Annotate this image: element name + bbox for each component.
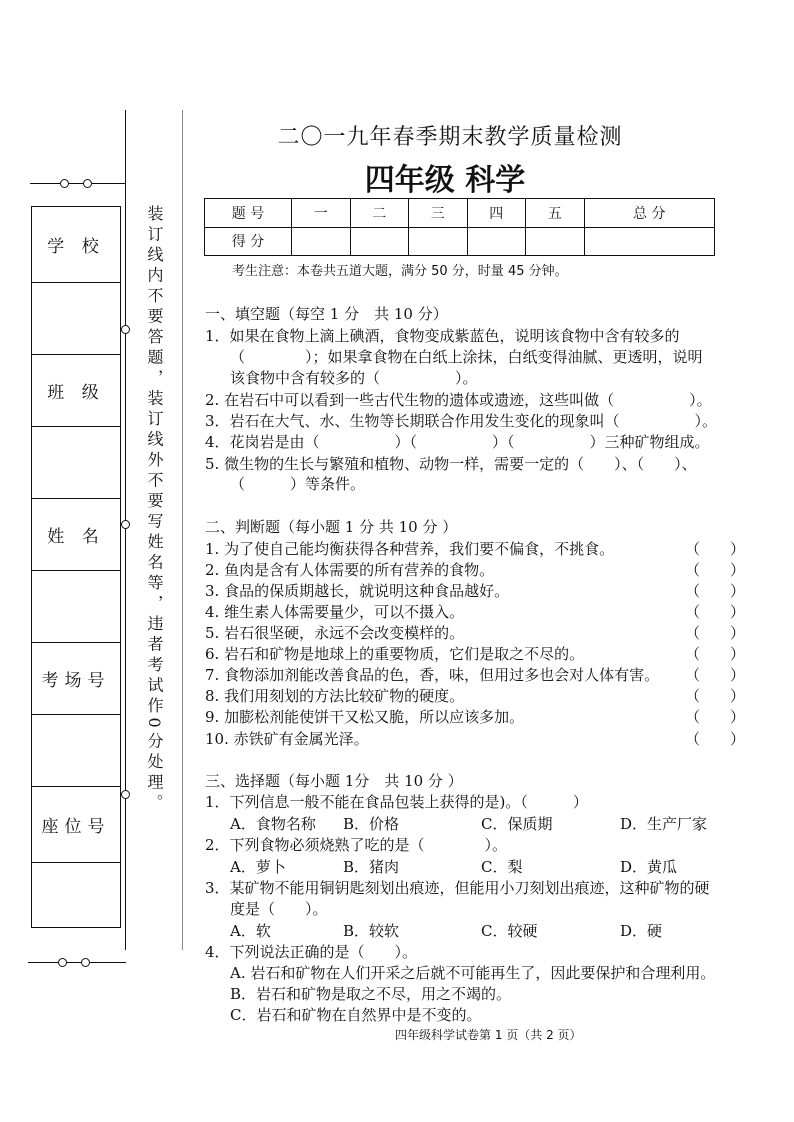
class-label: 班 级 xyxy=(32,355,120,427)
binding-top-line-right xyxy=(92,183,126,184)
choice-option[interactable]: C．较硬 xyxy=(481,922,538,940)
score-table-score-row xyxy=(205,227,715,256)
judge-answer-paren[interactable]: （ ） xyxy=(685,624,746,642)
exam-room-field[interactable] xyxy=(32,715,120,787)
judge-answer-paren[interactable]: （ ） xyxy=(685,582,746,600)
seat-number-field[interactable] xyxy=(32,863,120,926)
fill-line: （ ）等条件。 xyxy=(230,475,366,493)
binding-bottom-circle-1 xyxy=(58,958,67,967)
choice-option[interactable]: D．硬 xyxy=(620,922,663,940)
choice-option[interactable]: B．岩石和矿物是取之不尽，用之不竭的。 xyxy=(230,985,512,1003)
binding-circle-b xyxy=(121,520,130,529)
choice-stem: 1．下列信息一般不能在食品包装上获得的是)。（ ） xyxy=(205,793,588,811)
seat-number-label: 座位号 xyxy=(32,787,120,863)
choice-option[interactable]: B．猪肉 xyxy=(343,858,400,876)
choice-option[interactable]: A．食物名称 xyxy=(230,815,316,833)
choice-stem: 3．某矿物不能用铜钥匙刻划出痕迹，但能用小刀刻划出痕迹，这种矿物的硬 xyxy=(205,879,710,897)
binding-top-circle-2 xyxy=(83,179,92,188)
judge-answer-paren[interactable]: （ ） xyxy=(685,708,746,726)
judge-item: 5. 岩石很坚硬，永远不会改变模样的。 xyxy=(205,624,465,642)
fill-line: 4．花岗岩是由（ ）（ ）（ ）三种矿物组成。 xyxy=(205,433,710,451)
choice-option[interactable]: A．萝卜 xyxy=(230,858,286,876)
section2-title: 二、判断题（每小题 1 分 共 10 分 ） xyxy=(205,518,458,536)
choice-option[interactable]: B．较软 xyxy=(343,922,400,940)
score-table-cell: 总 分 xyxy=(584,199,715,228)
score-table-cell: 三 xyxy=(409,199,468,228)
score-input-cell[interactable] xyxy=(350,227,409,256)
choice-option[interactable]: B．价格 xyxy=(343,815,400,833)
judge-item: 9. 加膨松剂能使饼干又松又脆，所以应该多加。 xyxy=(205,708,525,726)
judge-answer-paren[interactable]: （ ） xyxy=(685,730,746,748)
choice-stem: 2．下列食物必须烧熟了吃的是（ ）。 xyxy=(205,836,508,854)
class-field[interactable] xyxy=(32,427,120,499)
choice-option[interactable]: D．生产厂家 xyxy=(620,815,708,833)
choice-stem: 4．下列说法正确的是（ ）。 xyxy=(205,943,418,961)
exam-room-label: 考场号 xyxy=(32,643,120,715)
score-input-cell[interactable] xyxy=(292,227,351,256)
score-table-cell: 得 分 xyxy=(205,227,292,256)
name-field[interactable] xyxy=(32,571,120,643)
binding-bottom-line-mid xyxy=(67,962,81,963)
school-field[interactable] xyxy=(32,283,120,355)
score-table-cell: 一 xyxy=(292,199,351,228)
fill-line: 1．如果在食物上滴上碘酒，食物变成紫蓝色，说明该食物中含有较多的 xyxy=(205,327,680,345)
school-label: 学 校 xyxy=(32,207,120,283)
binding-top-line-left xyxy=(30,183,60,184)
binding-bottom-line-left xyxy=(28,962,58,963)
binding-warning-text: 装订线内不要答题，装订线外不要写姓名等，违者考试作0分处理。 xyxy=(145,205,164,815)
fill-line: 5. 微生物的生长与繁殖和植物、动物一样，需要一定的（ ）、（ ）、 xyxy=(205,455,697,473)
choice-option[interactable]: C．梨 xyxy=(481,858,523,876)
judge-item: 1. 为了使自己能均衡获得各种营养，我们要不偏食，不挑食。 xyxy=(205,540,615,558)
judge-answer-paren[interactable]: （ ） xyxy=(685,540,746,558)
score-input-cell[interactable] xyxy=(526,227,585,256)
fill-line: （ ）；如果拿食物在白纸上涂抹，白纸变得油腻、更透明，说明 xyxy=(230,348,703,366)
judge-item: 6. 岩石和矿物是地球上的重要物质，它们是取之不尽的。 xyxy=(205,645,585,663)
binding-info-table xyxy=(31,206,121,928)
binding-top-line-mid xyxy=(69,183,83,184)
fill-line: 该食物中含有较多的（ ）。 xyxy=(230,369,478,387)
margin-line xyxy=(182,110,183,950)
choice-option[interactable]: D．黄瓜 xyxy=(620,858,678,876)
judge-answer-paren[interactable]: （ ） xyxy=(685,666,746,684)
choice-option[interactable]: C．岩石和矿物在自然界中是不变的。 xyxy=(230,1006,482,1024)
score-table-cell: 二 xyxy=(350,199,409,228)
binding-bottom-line-right xyxy=(90,962,126,963)
judge-answer-paren[interactable]: （ ） xyxy=(685,561,746,579)
section1-title: 一、填空题（每空 1 分 共 10 分） xyxy=(205,305,448,323)
judge-answer-paren[interactable]: （ ） xyxy=(685,687,746,705)
fill-line: 2. 在岩石中可以看到一些古代生物的遗体或遗迹，这些叫做（ ）。 xyxy=(205,391,712,409)
score-table xyxy=(204,198,715,256)
exam-note: 考生注意：本卷共五道大题，满分 50 分，时量 45 分钟。 xyxy=(232,264,568,279)
name-label: 姓 名 xyxy=(32,499,120,571)
exam-subtitle: 四年级 科学 xyxy=(364,163,526,198)
exam-title: 二〇一九年春季期末教学质量检测 xyxy=(277,125,623,150)
score-input-cell[interactable] xyxy=(409,227,468,256)
judge-answer-paren[interactable]: （ ） xyxy=(685,603,746,621)
score-table-cell: 五 xyxy=(526,199,585,228)
score-table-header-row xyxy=(205,199,715,228)
binding-top-circle-1 xyxy=(60,179,69,188)
choice-option[interactable]: A. 岩石和矿物在人们开采之后就不可能再生了，因此要保护和合理利用。 xyxy=(230,964,716,982)
choice-stem-continued: 度是（ ）。 xyxy=(230,900,328,918)
judge-item: 2. 鱼肉是含有人体需要的所有营养的食物。 xyxy=(205,561,495,579)
fill-line: 3．岩石在大气、水、生物等长期联合作用发生变化的现象叫（ ）。 xyxy=(205,412,718,430)
score-input-cell[interactable] xyxy=(467,227,526,256)
score-table-cell: 题 号 xyxy=(205,199,292,228)
score-table-cell: 四 xyxy=(467,199,526,228)
judge-item: 7. 食物添加剂能改善食品的色，香，味，但用过多也会对人体有害。 xyxy=(205,666,660,684)
binding-vertical-line xyxy=(125,110,126,950)
page-footer: 四年级科学试卷第 1 页（共 2 页） xyxy=(395,1028,582,1042)
binding-circle-c xyxy=(121,790,130,799)
judge-item: 3. 食品的保质期越长，就说明这种食品越好。 xyxy=(205,582,510,600)
choice-option[interactable]: C．保质期 xyxy=(481,815,553,833)
judge-item: 8. 我们用刻划的方法比较矿物的硬度。 xyxy=(205,687,465,705)
choice-option[interactable]: A．软 xyxy=(230,922,271,940)
section3-title: 三、选择题（每小题 1分 共 10 分 ） xyxy=(205,772,463,790)
judge-item: 4. 维生素人体需要量少，可以不摄入。 xyxy=(205,603,465,621)
binding-circle-a xyxy=(121,325,130,334)
score-input-cell[interactable] xyxy=(584,227,715,256)
judge-item: 10. 赤铁矿有金属光泽。 xyxy=(205,730,369,748)
judge-answer-paren[interactable]: （ ） xyxy=(685,645,746,663)
binding-bottom-circle-2 xyxy=(81,958,90,967)
